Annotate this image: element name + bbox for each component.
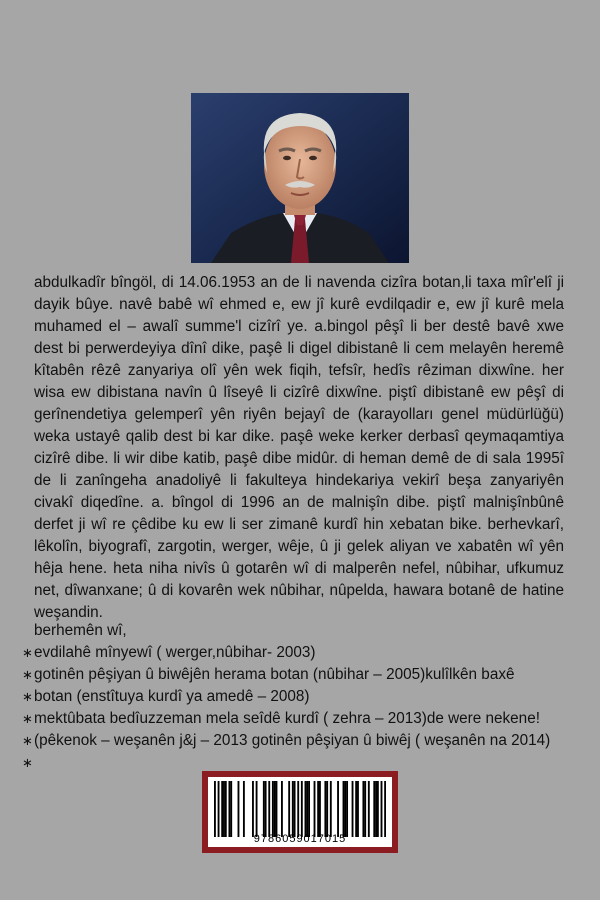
asterisk-bullet-icon: ∗: [22, 689, 33, 704]
barcode-bar: [330, 781, 332, 837]
barcode-bar: [225, 781, 227, 837]
barcode-bar: [377, 781, 379, 837]
barcode-bar: [355, 781, 357, 837]
asterisk-bullet-icon: ∗: [22, 733, 33, 748]
barcode-bar: [221, 781, 223, 837]
asterisk-bullet-icon: ∗: [22, 755, 33, 770]
author-photo-icon: [191, 93, 409, 263]
barcode-bars-icon: [214, 781, 386, 837]
barcode-bar: [297, 781, 299, 837]
barcode-bar: [381, 781, 383, 837]
barcode-bar: [223, 781, 225, 837]
barcode-bar: [357, 781, 359, 837]
list-item: ∗ botan (enstîtuya kurdî ya amedê – 2008): [22, 686, 582, 708]
barcode-bar: [288, 781, 290, 837]
barcode-bar: [214, 781, 216, 837]
barcode-bar: [238, 781, 240, 837]
barcode-bar: [344, 781, 346, 837]
barcode-bar: [243, 781, 245, 837]
barcode-bar: [230, 781, 232, 837]
list-item: ∗ mektûbata bedîuzzeman mela seîdê kurdî ( zehra – 2013)de were nekene!: [22, 708, 582, 730]
barcode-bar: [317, 781, 319, 837]
barcode-bar: [375, 781, 377, 837]
isbn-barcode: [202, 771, 398, 853]
asterisk-bullet-icon: ∗: [22, 711, 33, 726]
barcode-bar: [265, 781, 267, 837]
barcode-bar: [346, 781, 348, 837]
barcode-bar: [256, 781, 258, 837]
barcode-bar: [314, 781, 316, 837]
barcode-bar: [306, 781, 308, 837]
asterisk-bullet-icon: ∗: [22, 645, 33, 660]
barcode-bar: [268, 781, 270, 837]
barcode-bar: [337, 781, 339, 837]
list-item: ∗ gotinên pêşiyan û biwêjên herama botan (nûbihar – 2005)kulîlkên baxê: [22, 664, 582, 686]
barcode-bar: [252, 781, 254, 837]
asterisk-bullet-icon: ∗: [22, 667, 33, 682]
author-biography: abdulkadîr bîngöl, di 14.06.1953 an de li navenda cizîra botan,li taxa mîr'elî ji dayik bûye. navê babê wî ehmed e, ew jî kurê evdilqadir e, ew jî kurê mela muhamed el – awalî summe'l cizîrî ye. a.bingol pêşî li ber destê bavê xwe dest bi perwerdeyiya dînî dike, paşê li digel dibistanê li cem melayên heremê kîtabên rêzê zanyariya olî yên wek fiqih, tefsîr, hedîs rêziman dixwîne. her wisa ew dibistana navîn û lîseyê li cizîrê dixwîne. piştî dibistanê ew pêşî di gerînendetiya gelemperî yên riyên bejayî de (karayolları genel müdürlüğü) weka ustayê qalib dest bi kar dike. paşê weke kerker derbasî qeymaqamtiya cizîrê dibe. li wir dibe katib, paşê dibe midûr. di heman demê de di sala 1995î de li zanîngeha anadoliyê li fakulteya hindekariya vekirî beşa zanyariyên civakî diqedîne. a. bîngol di 1996 an de malnişîn dibe. piştî malnişînbûnê derfet ji wî re çêdibe ku ew li ser zimanê kurdî hin xebatan bike. berhevkarî, lêkolîn, biyografî, zargotin, werger, wêje, û ji gelek aliyan ve xabatên wî yên hêja hene. heta niha nivîs û gotarên wî di malperên nefel, nûbihar, ufkumuz net, dîwanxane; û di kovarên wek nûbihar, nûpelda, hawara botanê de hatine weşandin.: [34, 274, 564, 621]
barcode-bar: [308, 781, 310, 837]
barcode-bar: [373, 781, 375, 837]
barcode-bar: [343, 781, 345, 837]
barcode-bar: [301, 781, 303, 837]
barcode-bar: [384, 781, 386, 837]
barcode-bar: [218, 781, 220, 837]
barcode-bar: [364, 781, 366, 837]
barcode-bar: [326, 781, 328, 837]
list-item: ∗ evdilahê mînyewî ( werger,nûbihar- 2003): [22, 642, 582, 664]
barcode-bar: [294, 781, 296, 837]
isbn-number: 9786059017015: [253, 833, 347, 845]
works-heading: berhemên wî,: [34, 622, 127, 639]
barcode-bar: [362, 781, 364, 837]
barcode-bar: [319, 781, 321, 837]
barcode-bar: [281, 781, 283, 837]
author-portrait: [191, 93, 409, 263]
barcode-bar: [368, 781, 370, 837]
works-list: [22, 642, 582, 770]
barcode-bar: [324, 781, 326, 837]
barcode-bar: [228, 781, 230, 837]
barcode-bar: [263, 781, 265, 837]
barcode-bar: [272, 781, 274, 837]
barcode-bar: [276, 781, 278, 837]
barcode-bar: [292, 781, 294, 837]
barcode-bar: [305, 781, 307, 837]
list-item: ∗ (pêkenok – weşanên j&j – 2013 gotinên pêşiyan û biwêj ( weşanên na 2014): [22, 730, 582, 752]
barcode-bar: [352, 781, 354, 837]
barcode-bar: [274, 781, 276, 837]
